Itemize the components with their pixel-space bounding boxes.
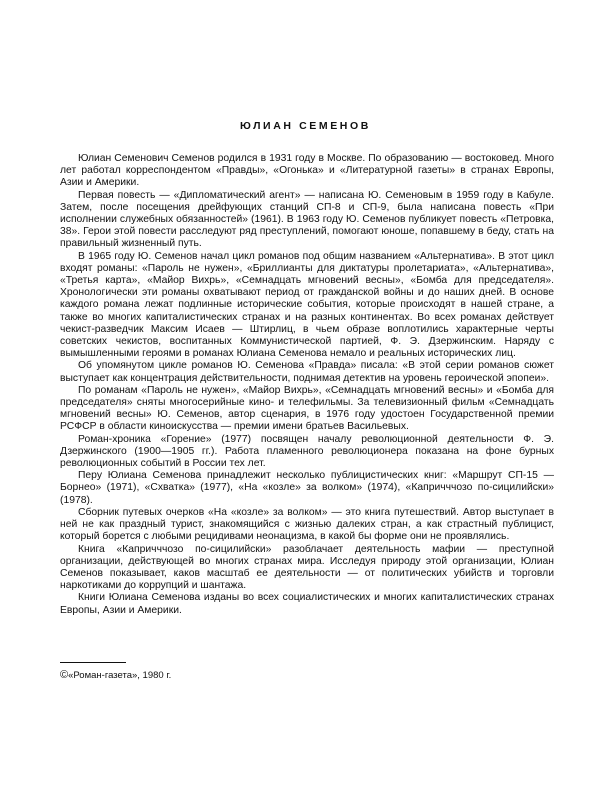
copyright-text: «Роман-газета», 1980 г. xyxy=(68,670,172,681)
paragraph-editions: Книги Юлиана Семенова изданы во всех социалистических и многих капиталистических странах Европы, Азии и Америки. xyxy=(60,592,554,616)
page-title: ЮЛИАН СЕМЕНОВ xyxy=(240,120,371,132)
paragraph-films: По романам «Пароль не нужен», «Майор Вихрь», «Семнадцать мгновений весны» и «Бомба для председателя» сняты многосерийные кино- и телефильмы. За телевизионный фильм «Семнадцать мгновений весны» Ю. Семенов, автор сценария, в 1976 году удостоен Государственной премии РСФСР в области киноискусства — премии имени братьев Васильевых. xyxy=(60,384,554,433)
copyright-icon: © xyxy=(60,669,69,681)
paragraph-capriccio: Книга «Капричччозо по-сицилийски» разоблачает деятельность мафии — преступной организации, действующей во многих странах мира. Исследуя природу этой организации, Юлиан Семенов показывает, каков масштаб ее деятельности — от политических убийств и торговли наркотиками до коррупций и шантажа. xyxy=(60,543,554,592)
paragraph-birth: Юлиан Семенович Семенов родился в 1931 году в Москве. По образованию — востоковед. Много лет работал корреспондентом «Правды», «Огонька» и «Литературной газеты» в странах Европы, Азии и Америки. xyxy=(60,153,554,189)
paragraph-pravda-review: Об упомянутом цикле романов Ю. Семенова «Правда» писала: «В этой серии романов сюжет выступает как концентрация действительности, поднимая детектив на уровень героической эпопеи». xyxy=(60,360,554,384)
paragraph-gorenie: Роман-хроника «Горение» (1977) посвящен началу революционной деятельности Ф. Э. Дзержинского (1900—1905 гг.). Работа пламенного революционера показана на фоне бурных революционных событий в России тех лет. xyxy=(60,433,554,470)
paragraph-first-novel: Первая повесть — «Дипломатический агент» — написана Ю. Семеновым в 1959 году в Кабуле. Затем, после посещения дрейфующих станций СП-8 и СП-9, была написана повесть «При исполнении служебных обязанностей» (1961). В 1963 году Ю. Семенов публикует повесть «Петровка, 38». Герои этой повести расследуют ряд преступлений, помогают юноше, попавшему в беду, стать на правильный жизненный путь. xyxy=(60,189,554,250)
biography-text xyxy=(60,153,554,617)
paragraph-alternative-cycle: В 1965 году Ю. Семенов начал цикл романов под общим названием «Альтернатива». В этот цикл входят романы: «Пароль не нужен», «Бриллианты для диктатуры пролетариата», «Альтернатива», «Третья карта», «Майор Вихрь», «Семнадцать мгновений весны», «Бомба для председателя». Хронологически эти романы охватывают период от гражданской войны и до наших дней. В основе каждого романа лежат подлинные исторические события, которые происходят в нашей стране, а также во многих капиталистических странах и на разных континентах. Во всех романах действует чекист-разведчик Максим Исаев — Штирлиц, в чьем образе воплотились характерные черты советских чекистов, воспитанных Коммунистической партией, Ф. Э. Дзержинским. Наряду с вымышленными героями в романах Юлиана Семенова немало и реальных исторических лиц. xyxy=(60,250,554,360)
footnote-divider xyxy=(60,662,126,663)
copyright-notice xyxy=(60,669,171,681)
paragraph-travel-essays: Сборник путевых очерков «На «козле» за волком» — это книга путешествий. Автор выступает в ней не как праздный турист, знакомящийся с жизнью далеких стран, а как страстный публицист, который борется с любыми рецидивами неонацизма, в какой бы форме они не проявлялись. xyxy=(60,506,554,543)
paragraph-publicism: Перу Юлиана Семенова принадлежит несколько публицистических книг: «Маршрут СП-15 — Борнео» (1971), «Схватка» (1977), «На «козле» за волком» (1974), «Капричччозо по-сицилийски» (1978). xyxy=(60,470,554,506)
